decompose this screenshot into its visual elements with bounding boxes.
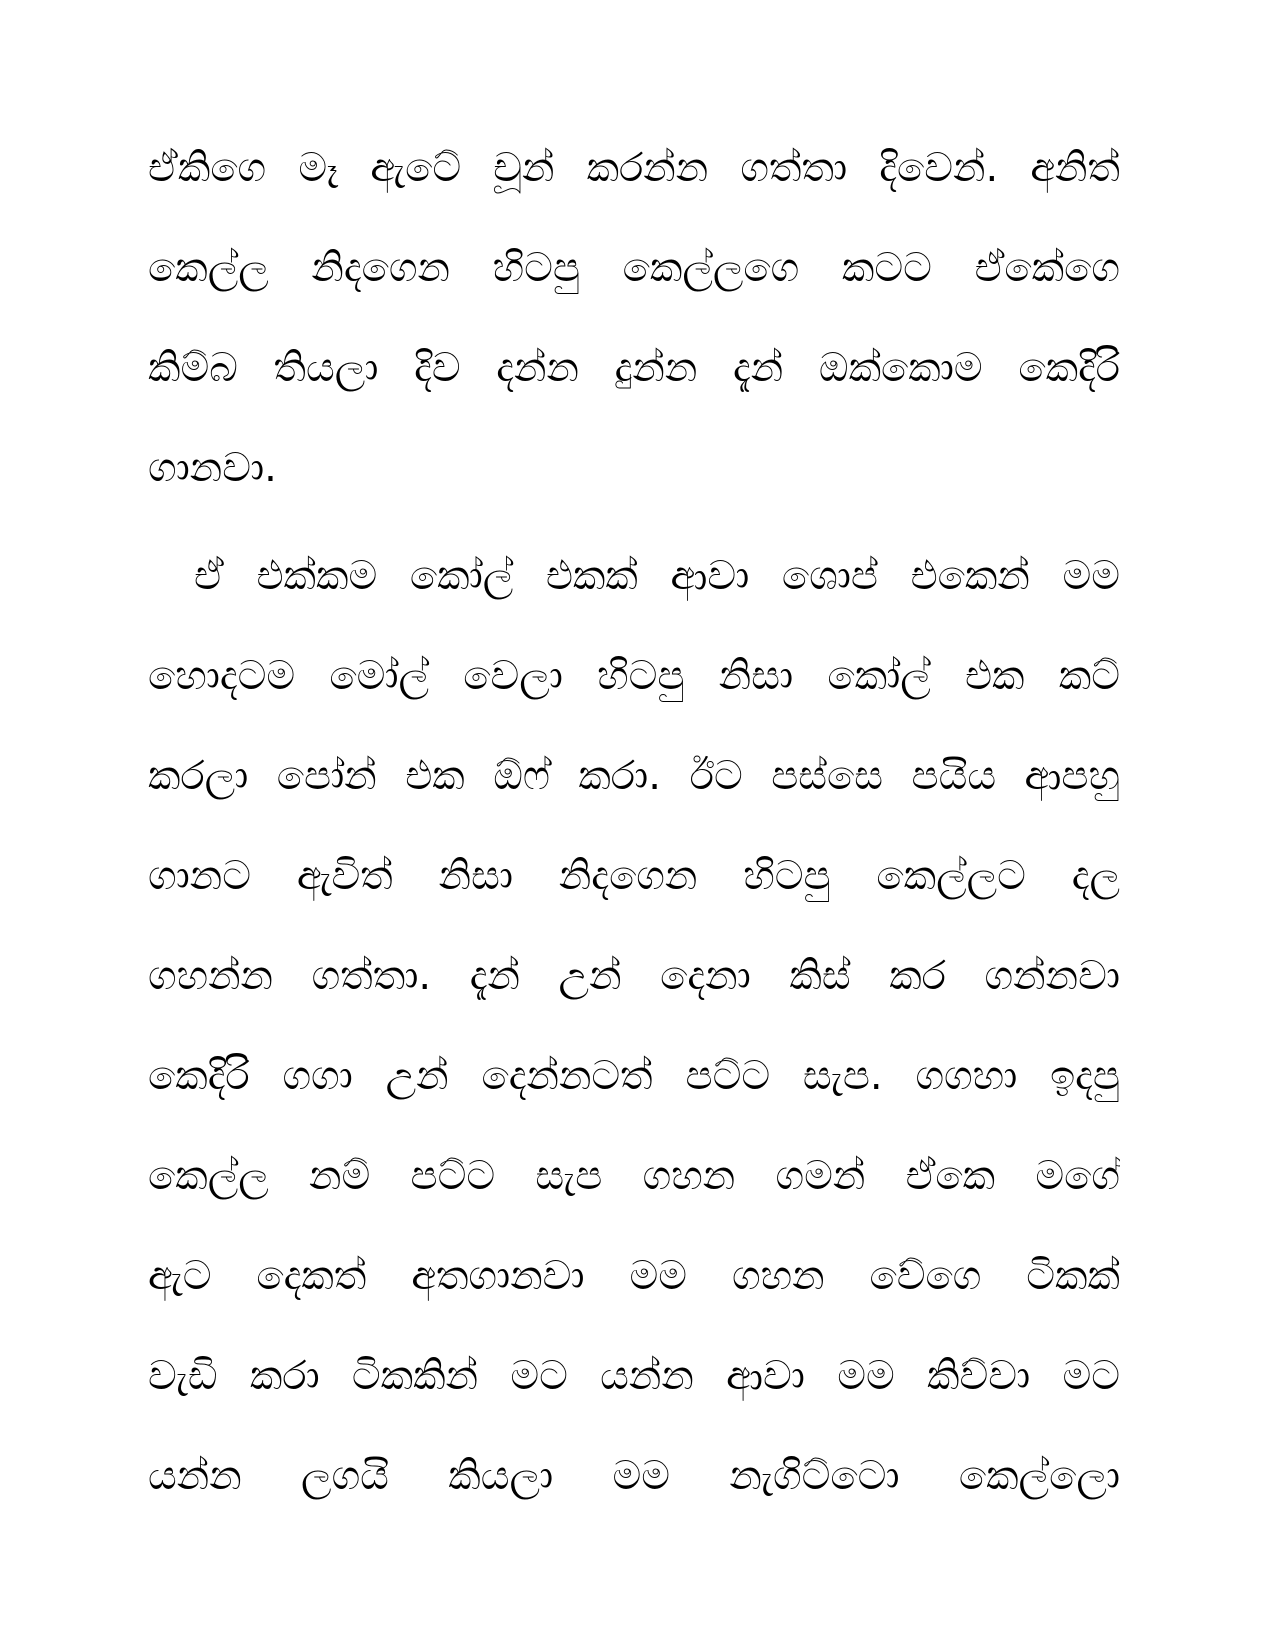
text-line: ගහන්න ගත්තා. දැන් උන් දෙනා කිස් කර ගන්නවා bbox=[148, 953, 1120, 999]
text-line: කෙදිරි ගගා උන් දෙන්නටත් පට්ට සැප. ගගහා ඉදපු bbox=[148, 1053, 1120, 1099]
text-line: කෙල්ල නම් පට්ට සැප ගහන ගමන් ඒකෙ මගේ bbox=[148, 1153, 1120, 1199]
text-line: ගානවා. bbox=[148, 445, 277, 491]
text-line: ගානට ඇවිත් නිසා නිදගෙන හිටපු කෙල්ලට දල bbox=[148, 853, 1120, 899]
text-line: ඒ එක්කම කෝල් එකක් ආවා ශොප් එකෙන් මම bbox=[194, 553, 1120, 599]
paragraph-1 bbox=[148, 138, 1120, 538]
text-line: ඒකිගෙ මෑ ඇටේ චූන් කරන්න ගත්තා දිවෙන්. අනිත් bbox=[148, 145, 1120, 191]
document-page bbox=[148, 138, 1120, 1546]
text-line: හොදටම මෝල් වෙලා හිටපු නිසා කෝල් එක කට් bbox=[148, 653, 1120, 699]
text-line: වැඩි කරා ටිකකින් මට යන්න ආවා මම කිව්වා මට bbox=[148, 1353, 1120, 1399]
paragraph-2 bbox=[148, 546, 1120, 1546]
text-line: කෙල්ල නිදගෙන හිටපු කෙල්ලගෙ කටට ඒකේගෙ bbox=[148, 245, 1120, 291]
text-line: කරලා පෝන් එක ඕෆ් කරා. ඊට පස්සෙ පයිය ආපහු bbox=[148, 753, 1120, 799]
paragraph-spacer bbox=[148, 538, 1120, 546]
text-line: කිම්බ තියලා දිව දන්න දුන්න දැන් ඔක්කොම කෙදිරි bbox=[148, 345, 1120, 391]
text-line: ඇට දෙකත් අතගානවා මම ගහන වේගෙ ටිකක් bbox=[148, 1253, 1120, 1299]
text-line: යන්න ලගයි කියලා මම නැගිට්ටො කෙල්ලො bbox=[148, 1453, 1120, 1499]
